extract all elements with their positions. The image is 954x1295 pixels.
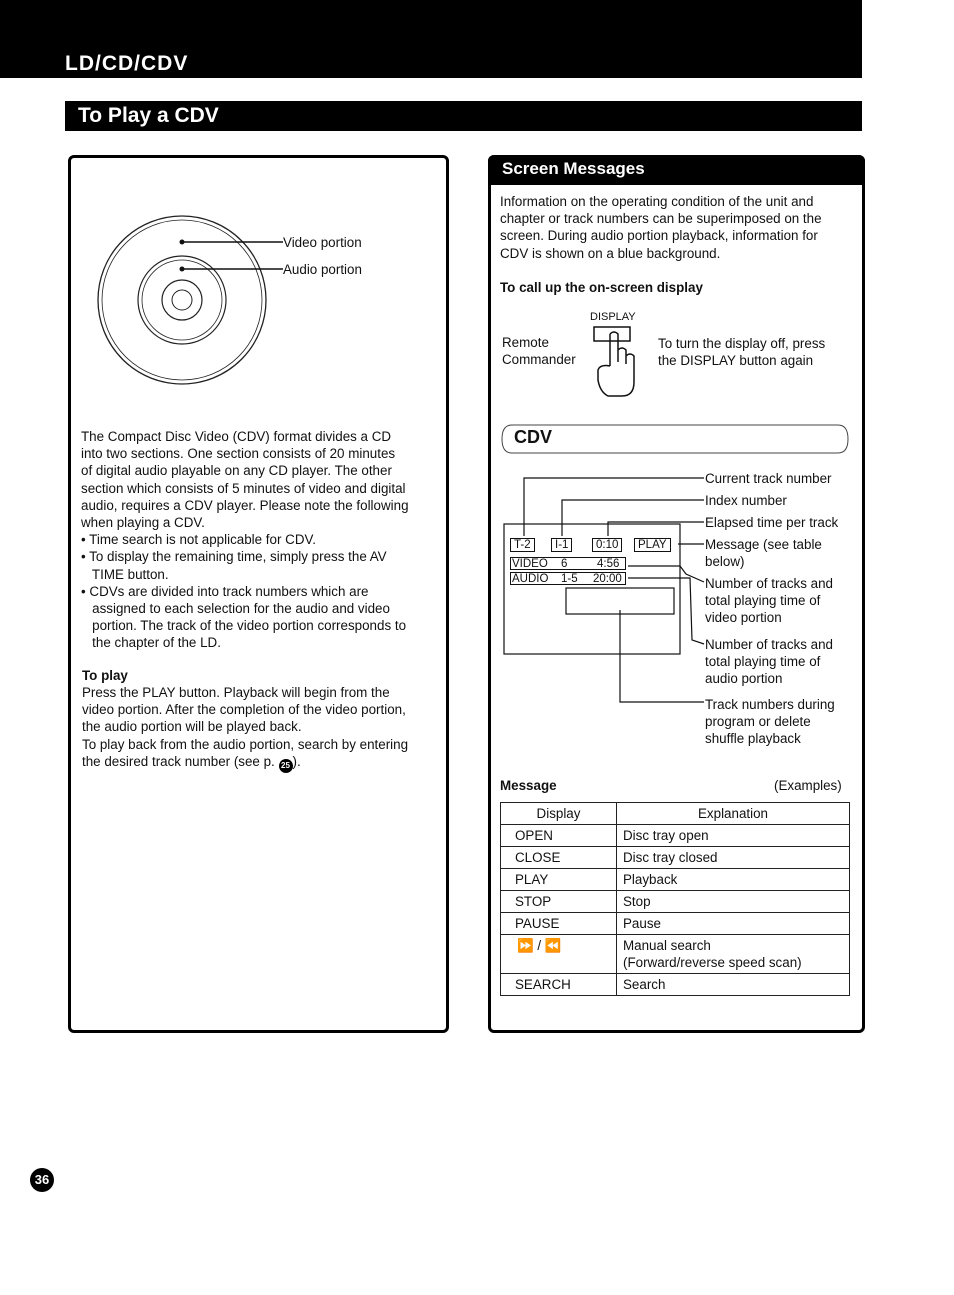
cdv-label: CDV xyxy=(514,427,553,447)
screen-intro: Information on the operating condition of the unit and chapter or track numbers can be superimposed on the screen. During audio portion playback, information for CDV is shown on a blue background. xyxy=(500,194,822,261)
table-header-row xyxy=(501,803,850,825)
callout-elapsed: Elapsed time per track xyxy=(705,515,839,530)
table-row: PLAY Playback xyxy=(501,869,850,891)
osd-index: I-1 xyxy=(551,538,572,552)
osd-elapsed: 0:10 xyxy=(592,538,622,552)
osd-track: T-2 xyxy=(510,538,535,552)
call-display-heading: To call up the on-screen display xyxy=(500,280,703,295)
table-row: STOP Stop xyxy=(501,891,850,913)
table-header-cell: Display xyxy=(501,803,617,825)
table-row: OPEN Disc tray open xyxy=(501,825,850,847)
table-header-cell: Explanation xyxy=(617,803,850,825)
message-table xyxy=(500,802,850,996)
callout-message: Message (see table below) xyxy=(705,537,822,570)
callout-program: Track numbers during program or delete shuffle playback xyxy=(705,697,835,747)
table-row: CLOSE Disc tray closed xyxy=(501,847,850,869)
message-heading: Message xyxy=(500,778,557,793)
to-play-heading: To play xyxy=(82,668,128,683)
table-row: ⏩ / ⏪ Manual search (Forward/reverse speed scan) xyxy=(501,935,850,974)
remote-commander-label: Remote Commander xyxy=(502,335,576,368)
disc-diagram xyxy=(95,210,295,390)
intro-text: The Compact Disc Video (CDV) format divides a CD into two sections. One section consists of 20 minutes of digital audio playable on any CD player. The other section which consists of 5 minutes of video and digital audio, requires a CDV player. Please note the following when playing a CDV. • Time search is not applicable for CDV. • To display the remaining time, simply press the AV TIME button. • CDVs are divided into track numbers which are assigned to each selection for the audio and video portion. The track of the video portion corresponds to the chapter of the LD. xyxy=(81,429,409,651)
video-portion-label: Video portion xyxy=(283,235,362,250)
osd-diagram xyxy=(500,470,710,710)
page-ref-badge: 25 xyxy=(279,759,293,773)
osd-video-row: VIDEO 6 4:56 xyxy=(510,557,626,570)
table-row: SEARCH Search xyxy=(501,974,850,996)
hand-pressing-icon xyxy=(590,324,642,400)
callout-index: Index number xyxy=(705,493,787,508)
to-play-text: Press the PLAY button. Playback will begin from the video portion. After the completion of the video portion, the audio portion will be played back. To play back from the audio portion, search by entering the desired track number (see p. 25 ). xyxy=(82,684,442,773)
callout-video: Number of tracks and total playing time of video portion xyxy=(705,576,834,626)
section-title: LD/CD/CDV xyxy=(65,52,189,75)
screen-messages-title: Screen Messages xyxy=(502,159,645,178)
osd-audio-row: AUDIO 1-5 20:00 xyxy=(510,572,626,585)
callout-audio: Number of tracks and total playing time of audio portion xyxy=(705,637,834,687)
turn-off-note: To turn the display off, press the DISPLAY button again xyxy=(658,336,826,369)
table-row: PAUSE Pause xyxy=(501,913,850,935)
callout-current-track: Current track number xyxy=(705,471,832,486)
examples-label: (Examples) xyxy=(774,778,842,793)
audio-portion-label: Audio portion xyxy=(283,262,362,277)
osd-message: PLAY xyxy=(634,538,671,552)
page-title: To Play a CDV xyxy=(78,104,219,127)
page-number: 36 xyxy=(30,1168,54,1192)
display-button-label: DISPLAY xyxy=(590,311,636,323)
